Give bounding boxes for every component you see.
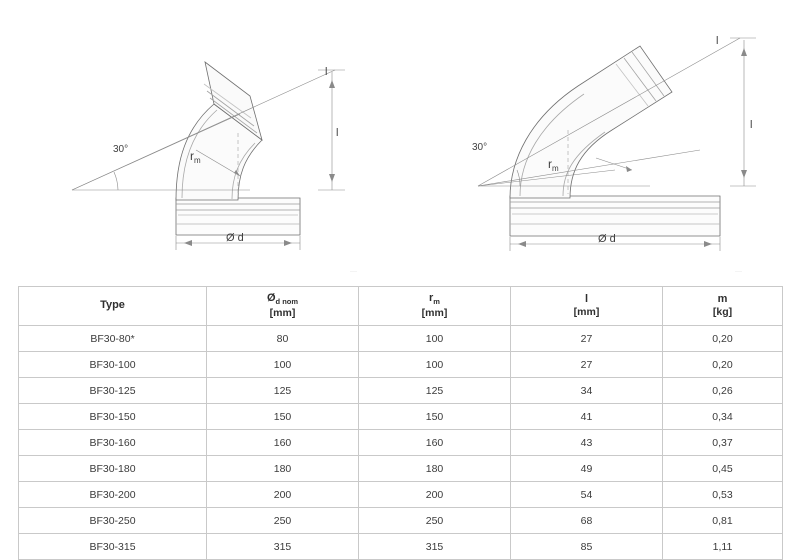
cell-radius: 200 (359, 482, 511, 508)
table-row (19, 404, 783, 430)
length-tick-label-left: l (325, 66, 328, 78)
cell-radius: 250 (359, 508, 511, 534)
table-body (19, 326, 783, 560)
radius-label-left: $r_m$ (190, 149, 201, 165)
cell-diameter: 180 (207, 456, 359, 482)
column-header-radius-unit: [mm] (421, 306, 448, 319)
cell-type: BF30-100 (19, 352, 207, 378)
technical-drawings (0, 0, 800, 278)
table-row (19, 482, 783, 508)
cell-mass: 0,26 (663, 378, 783, 404)
column-header-radius: $r_m$ [mm] (359, 287, 511, 326)
cell-radius: 315 (359, 534, 511, 560)
cell-diameter: 80 (207, 326, 359, 352)
cell-length: 68 (511, 508, 663, 534)
cell-mass: 0,20 (663, 326, 783, 352)
length-label-right: l (750, 119, 753, 131)
column-header-length: l [mm] (511, 287, 663, 326)
decorative-mark-right: — (735, 268, 743, 275)
cell-radius: 100 (359, 326, 511, 352)
column-header-diameter: $Ø_{d nom}$ [mm] (207, 287, 359, 326)
table-row (19, 430, 783, 456)
cell-mass: 1,11 (663, 534, 783, 560)
diameter-label-left: Ø d (226, 232, 244, 244)
cell-length: 85 (511, 534, 663, 560)
cell-radius: 180 (359, 456, 511, 482)
table-row (19, 378, 783, 404)
specification-table (18, 286, 783, 560)
cell-type: BF30-250 (19, 508, 207, 534)
cell-radius: 160 (359, 430, 511, 456)
cell-diameter: 150 (207, 404, 359, 430)
cell-diameter: 125 (207, 378, 359, 404)
cell-mass: 0,20 (663, 352, 783, 378)
column-header-radius-sub: m (433, 297, 440, 307)
bend-drawing-left (0, 0, 400, 278)
column-header-length-unit: [mm] (573, 306, 600, 319)
bend-drawing-right (400, 0, 800, 278)
cell-type: BF30-160 (19, 430, 207, 456)
cell-length: 41 (511, 404, 663, 430)
specification-table-wrapper (18, 286, 782, 560)
cell-length: 54 (511, 482, 663, 508)
angle-label-right: 30° (472, 142, 488, 153)
cell-length: 43 (511, 430, 663, 456)
table-row (19, 456, 783, 482)
cell-radius: 150 (359, 404, 511, 430)
table-header-row (19, 287, 783, 326)
column-header-mass: m [kg] (663, 287, 783, 326)
cell-mass: 0,45 (663, 456, 783, 482)
table-row (19, 508, 783, 534)
decorative-mark-left: — (350, 268, 358, 275)
table-header (19, 287, 783, 326)
cell-type: BF30-80* (19, 326, 207, 352)
cell-diameter: 250 (207, 508, 359, 534)
column-header-type: Type (19, 287, 207, 326)
column-header-diameter-sub: d nom (275, 297, 299, 307)
length-tick-label-right: l (716, 35, 719, 47)
length-label-left: l (336, 127, 339, 139)
cell-type: BF30-125 (19, 378, 207, 404)
cell-mass: 0,34 (663, 404, 783, 430)
diameter-label-right: Ø d (598, 233, 616, 245)
cell-diameter: 100 (207, 352, 359, 378)
table-row (19, 534, 783, 560)
cell-mass: 0,53 (663, 482, 783, 508)
cell-type: BF30-315 (19, 534, 207, 560)
cell-radius: 125 (359, 378, 511, 404)
table-row (19, 326, 783, 352)
cell-type: BF30-200 (19, 482, 207, 508)
cell-radius: 100 (359, 352, 511, 378)
cell-diameter: 315 (207, 534, 359, 560)
cell-mass: 0,37 (663, 430, 783, 456)
table-row (19, 352, 783, 378)
cell-diameter: 160 (207, 430, 359, 456)
cell-length: 49 (511, 456, 663, 482)
angle-label-left: 30° (113, 144, 129, 155)
column-header-mass-unit: [kg] (712, 306, 733, 319)
cell-length: 34 (511, 378, 663, 404)
radius-label-right: $r_m$ (548, 157, 559, 173)
cell-type: BF30-150 (19, 404, 207, 430)
cell-length: 27 (511, 352, 663, 378)
cell-length: 27 (511, 326, 663, 352)
cell-type: BF30-180 (19, 456, 207, 482)
cell-mass: 0,81 (663, 508, 783, 534)
cell-diameter: 200 (207, 482, 359, 508)
column-header-diameter-unit: [mm] (269, 306, 296, 319)
